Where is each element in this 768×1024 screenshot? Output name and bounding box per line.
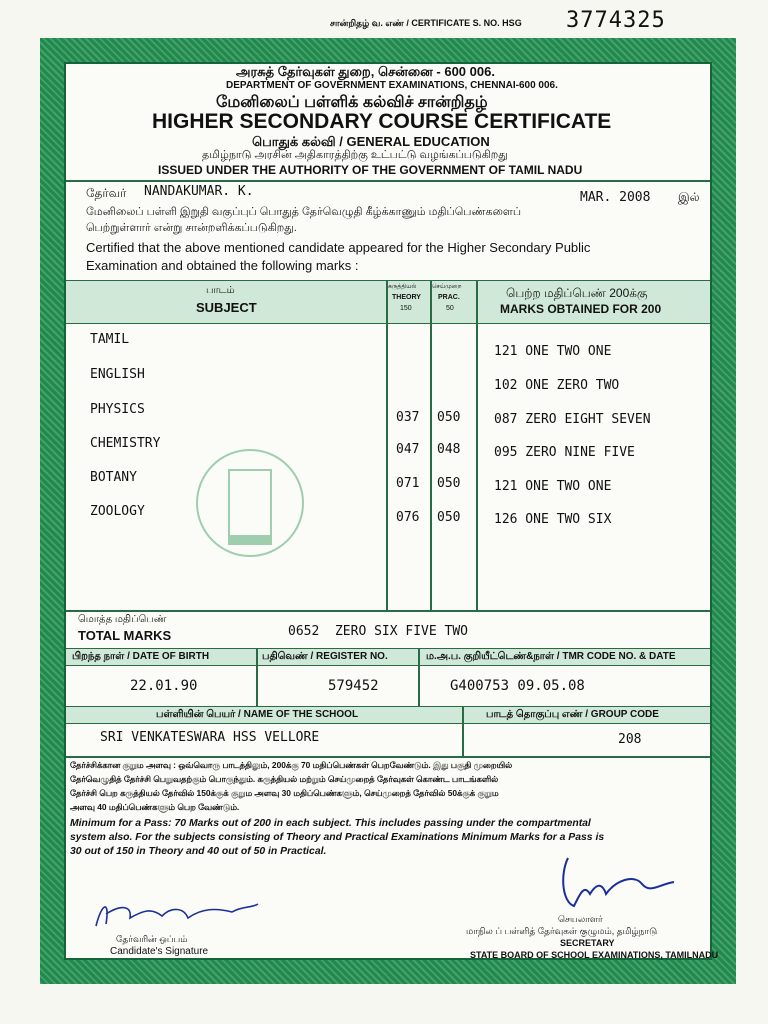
col-divider-theory [386, 280, 388, 610]
dob-divider [256, 648, 258, 706]
board-english: STATE BOARD OF SCHOOL EXAMINATIONS, TAMILNADU [470, 950, 719, 960]
marks-header: MARKS OBTAINED FOR 200 [500, 302, 662, 316]
government-seal [196, 449, 304, 557]
subject-name: CHEMISTRY [90, 436, 161, 451]
subject-theory: 047 [396, 442, 420, 457]
candidate-name: NANDAKUMAR. K. [144, 184, 254, 199]
subject-marks: 121 ONE TWO ONE [494, 479, 612, 494]
certified-line1: Certified that the above mentioned candidate appeared for the Higher Secondary Public [86, 240, 591, 255]
rules-tamil-line4: அளவு 40 மதிப்பெண்களும் பெற வேண்டும். [70, 802, 240, 812]
register-value: 579452 [328, 678, 379, 694]
total-value: 0652 ZERO SIX FIVE TWO [288, 624, 469, 639]
subject-marks: 095 ZERO NINE FIVE [494, 445, 635, 460]
candidate-tamil-line2: பெற்றுள்ளார் என்று சான்றளிக்கப்படுகிறது. [86, 222, 297, 234]
prac-header-tamil: செய்முறை [432, 284, 462, 290]
tmr-value: G400753 09.05.08 [450, 678, 585, 694]
subject-marks: 087 ZERO EIGHT SEVEN [494, 412, 651, 427]
subject-theory: 037 [396, 410, 420, 425]
subject-marks: 126 ONE TWO SIX [494, 512, 612, 527]
theory-header: THEORY [392, 294, 421, 301]
exam-suffix: இல் [678, 190, 700, 204]
group-value: 208 [618, 732, 642, 747]
register-divider [418, 648, 420, 706]
title-tamil: மேனிலைப் பள்ளிக் கல்விச் சான்றிதழ் [216, 94, 488, 111]
subject-marks: 102 ONE ZERO TWO [494, 378, 620, 393]
dept-tamil: அரசுத் தேர்வுகள் துறை, சென்னை - 600 006. [236, 64, 495, 79]
rules-top-divider [66, 756, 710, 758]
subject-theory: 076 [396, 510, 420, 525]
exam-month: MAR. 2008 [580, 190, 651, 205]
subject-prac: 048 [437, 442, 461, 457]
subject-header: SUBJECT [196, 300, 257, 315]
certificate-serial [330, 8, 750, 38]
serial-number: 3774325 [566, 8, 666, 33]
candidate-signature-tamil: தேர்வரின் ஒப்பம் [116, 934, 188, 944]
subject-name: TAMIL [90, 332, 130, 347]
col-divider-prac [430, 280, 432, 610]
certificate-body [64, 62, 719, 960]
theory-max: 150 [400, 305, 412, 312]
candidate-tamil-line1: மேனிலைப் பள்ளி இறுதி வகுப்புப் பொதுத் தேர்வெழுதி கீழ்க்காணும் மதிப்பெண்களைப் [86, 206, 522, 218]
issued-english: ISSUED UNDER THE AUTHORITY OF THE GOVERNMENT OF TAMIL NADU [158, 163, 583, 177]
secretary-signature [550, 854, 680, 914]
certificate-border [40, 38, 736, 984]
certified-line2: Examination and obtained the following marks : [86, 258, 359, 273]
subject-theory: 071 [396, 476, 420, 491]
school-divider [462, 706, 464, 756]
subject-prac: 050 [437, 510, 461, 525]
title-english: HIGHER SECONDARY COURSE CERTIFICATE [152, 110, 612, 133]
subject-marks: 121 ONE TWO ONE [494, 344, 612, 359]
prac-max: 50 [446, 305, 454, 312]
rules-english-line2: system also. For the subjects consisting of Theory and Practical Examinations Minimum Marks for a Pass is [70, 832, 605, 843]
school-label: பள்ளியின் பெயர் / NAME OF THE SCHOOL [156, 709, 359, 720]
col-divider-marks [476, 280, 478, 610]
stream-label: பொதுக் கல்வி / GENERAL EDUCATION [252, 134, 490, 149]
dob-label: பிறந்த நாள் / DATE OF BIRTH [72, 651, 210, 662]
rules-tamil-line2: தேர்வெழுதித் தேர்ச்சி பெறுவதற்கும் பொருந்தும். கருத்தியல் மற்றும் செய்முறைத் தேர்வுகள் கொண்ட பாடங்களில் [70, 774, 499, 784]
secretary-label: SECRETARY [560, 938, 615, 948]
rules-english-line1: Minimum for a Pass: 70 Marks out of 200 in each subject. This includes passing under the compartmental [70, 818, 591, 829]
issued-tamil: தமிழ்நாடு அரசின் அதிகாரத்திற்கு உட்பட்டு வழங்கப்படுகிறது [202, 149, 508, 161]
header-divider [66, 180, 710, 182]
tmr-label: ம.அ.ப. குறியீட்டெண்&நாள் / TMR CODE NO. & DATE [426, 651, 676, 662]
total-label-tamil: மொத்த மதிப்பெண் [78, 614, 167, 625]
dept-english: DEPARTMENT OF GOVERNMENT EXAMINATIONS, CHENNAI-600 006. [226, 80, 558, 91]
subject-name: PHYSICS [90, 402, 145, 417]
theory-header-tamil: கருத்தியல் [388, 284, 417, 290]
rules-english-line3: 30 out of 150 in Theory and 40 out of 50 in Practical. [70, 846, 327, 857]
subject-name: BOTANY [90, 470, 137, 485]
rules-tamil-line3: தேர்ச்சி பெற கருத்தியல் தேர்வில் 150க்குக் குறும அளவு 30 மதிப்பெண்களும், செய்முறைத் தேர்வில் 50க்குக் குறும [70, 788, 499, 798]
secretary-title-tamil: செயலாளர் [558, 914, 603, 924]
total-top-divider [66, 610, 710, 612]
rules-tamil-line1: தேர்ச்சிக்கான குறும அளவு : ஒவ்வொரு பாடத்திலும், 200க்கு 70 மதிப்பெண்கள் பெறவேண்டும். இது பகுதி முறையில் [70, 760, 513, 770]
prac-header: PRAC. [438, 294, 460, 301]
group-label: பாடத் தொகுப்பு எண் / GROUP CODE [486, 709, 659, 720]
board-tamil: மாநில ப் பள்ளித் தேர்வுகள் குழுமம், தமிழ்நாடு [466, 926, 658, 936]
subject-header-tamil: பாடம் [206, 285, 235, 296]
school-value: SRI VENKATESWARA HSS VELLORE [100, 730, 320, 745]
register-label: பதிவெண் / REGISTER NO. [262, 651, 388, 662]
candidate-signature-label: Candidate's Signature [110, 946, 209, 957]
subject-name: ZOOLOGY [90, 504, 145, 519]
total-label: TOTAL MARKS [78, 628, 172, 643]
subject-prac: 050 [437, 476, 461, 491]
candidate-label: தேர்வர் [86, 186, 127, 200]
serial-label: சான்றிதழ் வ. எண் / CERTIFICATE S. NO. HSG [330, 18, 522, 28]
marks-header-tamil: பெற்ற மதிப்பெண் 200க்கு [506, 286, 648, 300]
candidate-signature [92, 896, 262, 932]
dob-value: 22.01.90 [130, 678, 198, 694]
subject-prac: 050 [437, 410, 461, 425]
subject-name: ENGLISH [90, 367, 145, 382]
